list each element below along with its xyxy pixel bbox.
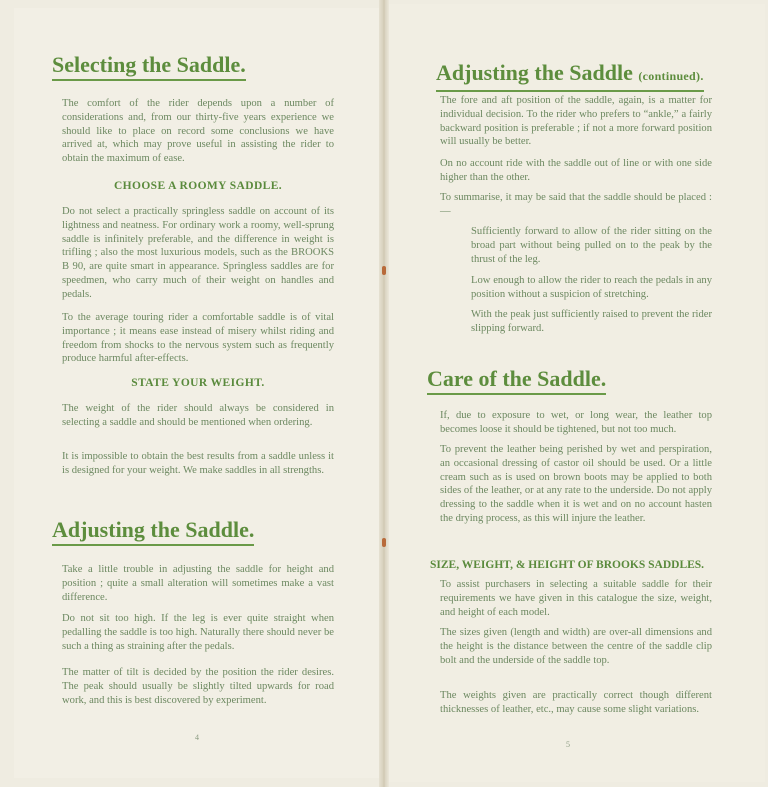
staple-bottom — [382, 538, 386, 547]
binding-gutter — [379, 0, 389, 787]
roomy-subheading: CHOOSE A ROOMY SADDLE. — [113, 180, 283, 192]
sizes-paragraph-1: To assist purchasers in selecting a suitable saddle for their requirements we have given in this catalogue the size, weight, and height of each model. — [440, 579, 712, 618]
page-number-left: 4 — [195, 733, 199, 742]
selecting-intro: The comfort of the rider depends upon a number of considerations and, from our thirty-five years experience we should like to place on record some conclusions we have arrived at, which may prove useful in assisting the rider to obtain the maximum of ease. — [62, 98, 334, 165]
staple-top — [382, 266, 386, 275]
selecting-heading: Selecting the Saddle. — [52, 52, 246, 81]
care-paragraph-2: To prevent the leather being perished by wet and perspiration, an occasional dressing of castor oil should be used. Or a little cream such as is used on brown boots may be applied to both sides of the leather, or at any rate to the underside. Do not apply dressing to the saddle when it is wet and on no account hasten the drying process, as this will injure the leather. — [440, 444, 712, 524]
sizes-paragraph-3: The weights given are practically correct though different thicknesses of leather, etc., may cause some slight variations. — [440, 690, 712, 715]
page-number-right: 5 — [566, 740, 570, 749]
care-heading: Care of the Saddle. — [427, 366, 606, 395]
fore-aft-paragraph: The fore and aft position of the saddle, again, is a matter for individual decision. To the rider who prefers to “ankle,” a fairly backward position is preferable ; if not a more forward position will usually be better. — [440, 95, 712, 148]
roomy-paragraph-2: To the average touring rider a comfortable saddle is of vital importance ; it means ease instead of misery whilst riding and freedom from shocks to the nervous system such as frequently produce harmful after-effects. — [62, 312, 334, 365]
weight-paragraph-1: The weight of the rider should always be considered in selecting a saddle and should be mentioned when ordering. — [62, 403, 334, 428]
care-paragraph-1: If, due to exposure to wet, or long wear, the leather top becomes loose it should be tightened, but not too much. — [440, 410, 712, 435]
out-of-line-paragraph: On no account ride with the saddle out of line or with one side higher than the other. — [440, 158, 712, 183]
summary-item-forward: Sufficiently forward to allow of the rider sitting on the broad part without being pulled on to the peak by the thrust of the leg. — [471, 226, 712, 265]
summary-item-low: Low enough to allow the rider to reach the pedals in any position without a suspicion of stretching. — [471, 275, 712, 300]
sizes-paragraph-2: The sizes given (length and width) are over-all dimensions and the height is the distance between the centre of the saddle clip bolt and the underside of the saddle top. — [440, 627, 712, 666]
continued-label: (continued). — [638, 69, 704, 83]
summary-item-peak: With the peak just sufficiently raised to prevent the rider slipping forward. — [471, 309, 712, 334]
adjusting-continued-heading — [436, 60, 704, 92]
weight-paragraph-2: It is impossible to obtain the best results from a saddle unless it is designed for your weight. We make saddles in all strengths. — [62, 451, 334, 476]
weight-subheading: STATE YOUR WEIGHT. — [131, 377, 265, 389]
adjusting-paragraph-2: Do not sit too high. If the leg is ever quite straight when pedalling the saddle is too high. Naturally there should never be such a thing as straining after the pedals. — [62, 613, 334, 652]
sizes-subheading: SIZE, WEIGHT, & HEIGHT OF BROOKS SADDLES. — [430, 559, 705, 571]
adjusting-continued-title: Adjusting the Saddle — [436, 60, 633, 85]
roomy-paragraph-1: Do not select a practically springless saddle on account of its lightness and neatness. For ordinary work a roomy, well-sprung saddle is infinitely preferable, and the difference in weight is trifling ; also the most luxurious models, such as the BROOKS B 90, are quite smart in appearance. Springless saddles are for speedmen, who carry much of their weight on handles and pedals. — [62, 206, 334, 300]
summarise-paragraph: To summarise, it may be said that the saddle should be placed :— — [440, 192, 712, 217]
adjusting-paragraph-3: The matter of tilt is decided by the position the rider desires. The peak should usually be slightly tilted upwards for road work, and this is best discovered by experiment. — [62, 667, 334, 706]
adjusting-heading: Adjusting the Saddle. — [52, 517, 254, 546]
adjusting-paragraph-1: Take a little trouble in adjusting the saddle for height and position ; quite a small alteration will sometimes make a vast difference. — [62, 564, 334, 603]
